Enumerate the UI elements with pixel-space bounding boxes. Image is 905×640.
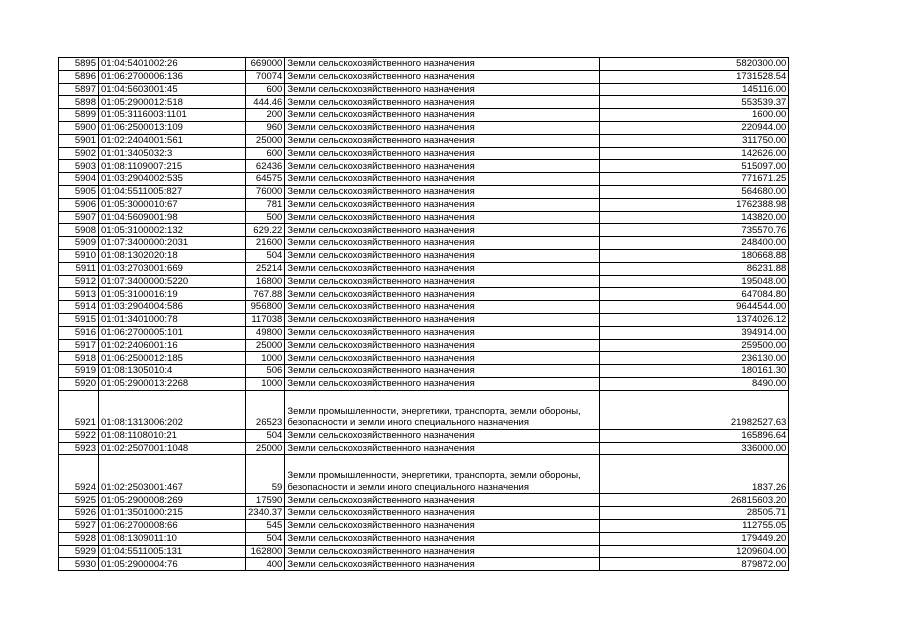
cadastral-value-cell: 236130.00 (600, 352, 789, 365)
cadastral-number-cell: 01:02:2503001:467 (99, 455, 246, 494)
land-category-cell: Земли сельскохозяйственного назначения (285, 70, 600, 83)
land-category-cell: Земли сельскохозяйственного назначения (285, 134, 600, 147)
land-category-cell: Земли сельскохозяйственного назначения (285, 352, 600, 365)
row-number-cell: 5905 (59, 185, 99, 198)
cadastral-value-cell: 515097.00 (600, 160, 789, 173)
cadastral-number-cell: 01:02:2507001:1048 (99, 442, 246, 455)
land-category-cell: Земли сельскохозяйственного назначения (285, 377, 600, 390)
row-number-cell: 5909 (59, 237, 99, 250)
table-row (59, 70, 789, 83)
row-number-cell: 5901 (59, 134, 99, 147)
land-category-cell: Земли сельскохозяйственного назначения (285, 507, 600, 520)
area-cell: 26523 (246, 390, 285, 429)
cadastral-value-cell: 1600.00 (600, 109, 789, 122)
cadastral-value-cell: 336000.00 (600, 442, 789, 455)
area-cell: 162800 (246, 545, 285, 558)
cadastral-value-cell: 248400.00 (600, 237, 789, 250)
cadastral-value-cell: 86231.88 (600, 262, 789, 275)
cadastral-number-cell: 01:06:2500012:185 (99, 352, 246, 365)
cadastral-value-cell: 26815603.20 (600, 494, 789, 507)
cadastral-number-cell: 01:04:5603001:45 (99, 83, 246, 96)
table-row (59, 275, 789, 288)
cadastral-value-cell: 394914.00 (600, 326, 789, 339)
cadastral-value-cell: 1374026.12 (600, 313, 789, 326)
cadastral-number-cell: 01:08:1302020:18 (99, 249, 246, 262)
cadastral-value-cell: 1209604.00 (600, 545, 789, 558)
cadastral-number-cell: 01:08:1108010:21 (99, 429, 246, 442)
area-cell: 62436 (246, 160, 285, 173)
cadastral-number-cell: 01:08:1109007:215 (99, 160, 246, 173)
land-category-cell: Земли сельскохозяйственного назначения (285, 545, 600, 558)
area-cell: 59 (246, 455, 285, 494)
land-category-cell: Земли сельскохозяйственного назначения (285, 275, 600, 288)
cadastral-value-cell: 143820.00 (600, 211, 789, 224)
table-row (59, 377, 789, 390)
table-row (59, 365, 789, 378)
row-number-cell: 5926 (59, 507, 99, 520)
land-category-cell: Земли сельскохозяйственного назначения (285, 494, 600, 507)
cadastral-number-cell: 01:01:3501000:215 (99, 507, 246, 520)
area-cell: 600 (246, 83, 285, 96)
cadastral-number-cell: 01:04:5401002:26 (99, 58, 246, 71)
land-category-cell: Земли сельскохозяйственного назначения (285, 121, 600, 134)
land-category-cell: Земли сельскохозяйственного назначения (285, 532, 600, 545)
cadastral-number-cell: 01:05:2900013:2268 (99, 377, 246, 390)
cadastral-value-cell: 179449.20 (600, 532, 789, 545)
area-cell: 504 (246, 249, 285, 262)
cadastral-number-cell: 01:02:2406001:16 (99, 339, 246, 352)
cadastral-value-cell: 879872.00 (600, 558, 789, 571)
row-number-cell: 5923 (59, 442, 99, 455)
cadastral-number-cell: 01:01:3405032:3 (99, 147, 246, 160)
area-cell: 506 (246, 365, 285, 378)
cadastral-value-cell: 5820300.00 (600, 58, 789, 71)
cadastral-number-cell: 01:08:1313006:202 (99, 390, 246, 429)
row-number-cell: 5903 (59, 160, 99, 173)
land-category-cell: Земли сельскохозяйственного назначения (285, 326, 600, 339)
land-category-cell: Земли сельскохозяйственного назначения (285, 313, 600, 326)
land-category-cell: Земли сельскохозяйственного назначения (285, 211, 600, 224)
table-row (59, 301, 789, 314)
area-cell: 2340.37 (246, 507, 285, 520)
area-cell: 64575 (246, 173, 285, 186)
row-number-cell: 5925 (59, 494, 99, 507)
area-cell: 17590 (246, 494, 285, 507)
land-category-cell: Земли сельскохозяйственного назначения (285, 301, 600, 314)
row-number-cell: 5910 (59, 249, 99, 262)
table-row (59, 494, 789, 507)
cadastral-number-cell: 01:05:2900004:76 (99, 558, 246, 571)
land-category-cell: Земли промышленности, энергетики, транспорта, земли обороны, безопасности и земли иного специального назначения (285, 390, 600, 429)
table-row (59, 173, 789, 186)
area-cell: 25000 (246, 339, 285, 352)
row-number-cell: 5922 (59, 429, 99, 442)
land-registry-table (58, 57, 789, 571)
row-number-cell: 5913 (59, 288, 99, 301)
cadastral-value-cell: 553539.37 (600, 96, 789, 109)
table-row (59, 83, 789, 96)
land-category-cell: Земли сельскохозяйственного назначения (285, 442, 600, 455)
table-row (59, 185, 789, 198)
area-cell: 21600 (246, 237, 285, 250)
cadastral-value-cell: 142626.00 (600, 147, 789, 160)
row-number-cell: 5899 (59, 109, 99, 122)
cadastral-value-cell: 220944.00 (600, 121, 789, 134)
area-cell: 504 (246, 532, 285, 545)
row-number-cell: 5928 (59, 532, 99, 545)
cadastral-number-cell: 01:03:2703001:669 (99, 262, 246, 275)
cadastral-value-cell: 647084.80 (600, 288, 789, 301)
table-row (59, 198, 789, 211)
cadastral-number-cell: 01:04:5609001:98 (99, 211, 246, 224)
area-cell: 956800 (246, 301, 285, 314)
table-row (59, 96, 789, 109)
area-cell: 767.88 (246, 288, 285, 301)
area-cell: 1000 (246, 352, 285, 365)
area-cell: 200 (246, 109, 285, 122)
area-cell: 16800 (246, 275, 285, 288)
cadastral-value-cell: 564680.00 (600, 185, 789, 198)
row-number-cell: 5908 (59, 224, 99, 237)
area-cell: 600 (246, 147, 285, 160)
table-row (59, 545, 789, 558)
land-category-cell: Земли сельскохозяйственного назначения (285, 198, 600, 211)
row-number-cell: 5900 (59, 121, 99, 134)
table-row (59, 455, 789, 494)
table-row (59, 326, 789, 339)
row-number-cell: 5917 (59, 339, 99, 352)
cadastral-value-cell: 771671.25 (600, 173, 789, 186)
table-row (59, 507, 789, 520)
table-row (59, 249, 789, 262)
cadastral-number-cell: 01:03:2904002:535 (99, 173, 246, 186)
cadastral-value-cell: 28505.71 (600, 507, 789, 520)
table-row (59, 237, 789, 250)
table-row (59, 288, 789, 301)
area-cell: 500 (246, 211, 285, 224)
land-category-cell: Земли сельскохозяйственного назначения (285, 185, 600, 198)
cadastral-value-cell: 735570.76 (600, 224, 789, 237)
table-row (59, 519, 789, 532)
area-cell: 25214 (246, 262, 285, 275)
row-number-cell: 5904 (59, 173, 99, 186)
area-cell: 76000 (246, 185, 285, 198)
area-cell: 25000 (246, 134, 285, 147)
area-cell: 49800 (246, 326, 285, 339)
area-cell: 781 (246, 198, 285, 211)
row-number-cell: 5914 (59, 301, 99, 314)
land-category-cell: Земли сельскохозяйственного назначения (285, 249, 600, 262)
area-cell: 545 (246, 519, 285, 532)
cadastral-number-cell: 01:05:3000010:67 (99, 198, 246, 211)
area-cell: 117038 (246, 313, 285, 326)
row-number-cell: 5898 (59, 96, 99, 109)
land-category-cell: Земли сельскохозяйственного назначения (285, 109, 600, 122)
land-category-cell: Земли сельскохозяйственного назначения (285, 339, 600, 352)
land-category-cell: Земли сельскохозяйственного назначения (285, 429, 600, 442)
land-category-cell: Земли сельскохозяйственного назначения (285, 519, 600, 532)
land-category-cell: Земли сельскохозяйственного назначения (285, 365, 600, 378)
table-row (59, 58, 789, 71)
cadastral-value-cell: 259500.00 (600, 339, 789, 352)
table-row (59, 211, 789, 224)
table-row (59, 224, 789, 237)
cadastral-number-cell: 01:05:2900008:269 (99, 494, 246, 507)
cadastral-value-cell: 311750.00 (600, 134, 789, 147)
area-cell: 629.22 (246, 224, 285, 237)
area-cell: 25000 (246, 442, 285, 455)
row-number-cell: 5906 (59, 198, 99, 211)
cadastral-number-cell: 01:06:2500013:109 (99, 121, 246, 134)
row-number-cell: 5912 (59, 275, 99, 288)
table-row (59, 558, 789, 571)
table-row (59, 429, 789, 442)
row-number-cell: 5907 (59, 211, 99, 224)
row-number-cell: 5897 (59, 83, 99, 96)
cadastral-number-cell: 01:07:3400000:5220 (99, 275, 246, 288)
table-row (59, 109, 789, 122)
row-number-cell: 5915 (59, 313, 99, 326)
table-row (59, 352, 789, 365)
row-number-cell: 5929 (59, 545, 99, 558)
cadastral-value-cell: 165896.64 (600, 429, 789, 442)
land-category-cell: Земли сельскохозяйственного назначения (285, 147, 600, 160)
table-row (59, 121, 789, 134)
cadastral-number-cell: 01:05:3116003:1101 (99, 109, 246, 122)
table-body (59, 58, 789, 571)
cadastral-number-cell: 01:06:2700008:66 (99, 519, 246, 532)
table-row (59, 390, 789, 429)
cadastral-number-cell: 01:06:2700005:101 (99, 326, 246, 339)
cadastral-number-cell: 01:08:1309011:10 (99, 532, 246, 545)
cadastral-value-cell: 1837.26 (600, 455, 789, 494)
land-category-cell: Земли сельскохозяйственного назначения (285, 83, 600, 96)
table-row (59, 339, 789, 352)
table-row (59, 160, 789, 173)
table-row (59, 532, 789, 545)
cadastral-number-cell: 01:08:1305010:4 (99, 365, 246, 378)
row-number-cell: 5924 (59, 455, 99, 494)
land-category-cell: Земли сельскохозяйственного назначения (285, 288, 600, 301)
cadastral-number-cell: 01:01:3401000:78 (99, 313, 246, 326)
area-cell: 504 (246, 429, 285, 442)
cadastral-value-cell: 112755.05 (600, 519, 789, 532)
row-number-cell: 5911 (59, 262, 99, 275)
area-cell: 1000 (246, 377, 285, 390)
area-cell: 669000 (246, 58, 285, 71)
cadastral-number-cell: 01:04:5511005:827 (99, 185, 246, 198)
land-category-cell: Земли промышленности, энергетики, транспорта, земли обороны, безопасности и земли иного специального назначения (285, 455, 600, 494)
row-number-cell: 5902 (59, 147, 99, 160)
cadastral-number-cell: 01:04:5511005:131 (99, 545, 246, 558)
row-number-cell: 5930 (59, 558, 99, 571)
table-row (59, 262, 789, 275)
cadastral-number-cell: 01:07:3400000:2031 (99, 237, 246, 250)
cadastral-number-cell: 01:05:2900012:518 (99, 96, 246, 109)
area-cell: 400 (246, 558, 285, 571)
cadastral-value-cell: 21982527.63 (600, 390, 789, 429)
row-number-cell: 5919 (59, 365, 99, 378)
row-number-cell: 5895 (59, 58, 99, 71)
area-cell: 960 (246, 121, 285, 134)
cadastral-value-cell: 180668.88 (600, 249, 789, 262)
cadastral-number-cell: 01:05:3100002:132 (99, 224, 246, 237)
cadastral-number-cell: 01:06:2700006:136 (99, 70, 246, 83)
land-category-cell: Земли сельскохозяйственного назначения (285, 160, 600, 173)
row-number-cell: 5927 (59, 519, 99, 532)
cadastral-value-cell: 9644544.00 (600, 301, 789, 314)
row-number-cell: 5916 (59, 326, 99, 339)
table-row (59, 313, 789, 326)
land-category-cell: Земли сельскохозяйственного назначения (285, 173, 600, 186)
cadastral-value-cell: 1762388.98 (600, 198, 789, 211)
land-category-cell: Земли сельскохозяйственного назначения (285, 96, 600, 109)
land-category-cell: Земли сельскохозяйственного назначения (285, 224, 600, 237)
land-category-cell: Земли сельскохозяйственного назначения (285, 58, 600, 71)
land-category-cell: Земли сельскохозяйственного назначения (285, 237, 600, 250)
row-number-cell: 5918 (59, 352, 99, 365)
cadastral-value-cell: 180161.30 (600, 365, 789, 378)
row-number-cell: 5920 (59, 377, 99, 390)
cadastral-value-cell: 145116.00 (600, 83, 789, 96)
cadastral-number-cell: 01:03:2904004:586 (99, 301, 246, 314)
cadastral-number-cell: 01:05:3100016:19 (99, 288, 246, 301)
cadastral-value-cell: 195048.00 (600, 275, 789, 288)
row-number-cell: 5921 (59, 390, 99, 429)
cadastral-value-cell: 1731528.54 (600, 70, 789, 83)
cadastral-value-cell: 8490.00 (600, 377, 789, 390)
area-cell: 444.46 (246, 96, 285, 109)
land-category-cell: Земли сельскохозяйственного назначения (285, 262, 600, 275)
table-row (59, 134, 789, 147)
cadastral-number-cell: 01:02:2404001:561 (99, 134, 246, 147)
row-number-cell: 5896 (59, 70, 99, 83)
table-row (59, 147, 789, 160)
area-cell: 70074 (246, 70, 285, 83)
land-category-cell: Земли сельскохозяйственного назначения (285, 558, 600, 571)
table-row (59, 442, 789, 455)
